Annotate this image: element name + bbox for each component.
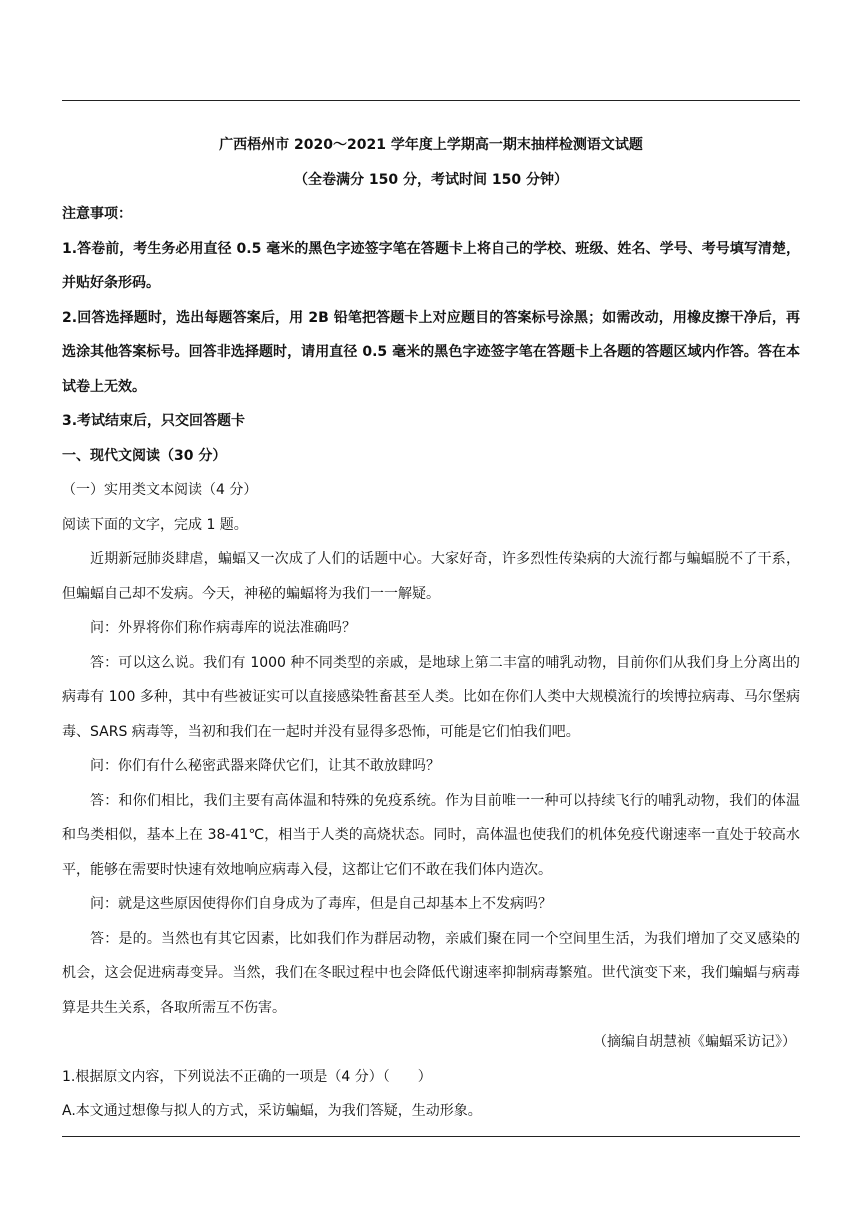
notice-item-1: 1.答卷前，考生务必用直径 0.5 毫米的黑色字迹签字笔在答题卡上将自己的学校、班级、姓名、学号、考号填写清楚，并贴好条形码。: [62, 240, 800, 291]
exam-title: 广西梧州市 2020～2021 学年度上学期高一期末抽样检测语文试题: [219, 137, 643, 153]
footer-rule: [62, 1136, 800, 1137]
sub-section-heading: （一）实用类文本阅读（4 分）: [62, 482, 258, 498]
interview-answer: 答：是的。当然也有其它因素，比如我们作为群居动物，亲戚们聚在同一个空间里生活，为我们增加了交叉感染的机会，这会促进病毒变异。当然，我们在冬眠过程中也会降低代谢速率抑制病毒繁殖。世代演变下来，我们蝙蝠与病毒算是共生关系，各取所需互不伤害。: [62, 930, 800, 1016]
section-heading: 一、现代文阅读（30 分）: [62, 447, 227, 464]
notice-item-3: 3.考试结束后，只交回答题卡: [62, 413, 246, 429]
header-rule: [62, 100, 800, 101]
interview-question: 问：外界将你们称作病毒库的说法准确吗？: [90, 620, 356, 636]
reading-instruction: 阅读下面的文字，完成 1 题。: [62, 516, 248, 533]
notice-item-2: 2.回答选择题时，选出每题答案后，用 2B 铅笔把答题卡上对应题目的答案标号涂黑；如需改动，用橡皮擦干净后，再选涂其他答案标号。回答非选择题时，请用直径 0.5 毫米的黑色字迹签字笔在答题卡上各题的答题区域内作答。答在本试卷上无效。: [62, 309, 800, 395]
interview-question: 问：你们有什么秘密武器来降伏它们，让其不敢放肆吗？: [90, 758, 440, 774]
notice-heading: 注意事项：: [62, 206, 132, 222]
interview-answer: 答：和你们相比，我们主要有高体温和特殊的免疫系统。作为目前唯一一种可以持续飞行的哺乳动物，我们的体温和鸟类相似，基本上在 38-41℃，相当于人类的高烧状态。同时，高体温也使我们的机体免疫代谢速率一直处于较高水平，能够在需要时快速有效地响应病毒入侵，这都让它们不敢在我们体内造次。: [62, 792, 800, 878]
question-stem: 1.根据原文内容，下列说法不正确的一项是（4 分）（ ）: [62, 1068, 432, 1085]
interview-question: 问：就是这些原因使得你们自身成为了毒库，但是自己却基本上不发病吗？: [90, 896, 552, 912]
article-paragraph: 近期新冠肺炎肆虐，蝙蝠又一次成了人们的话题中心。大家好奇，许多烈性传染病的大流行都与蝙蝠脱不了干系，但蝙蝠自己却不发病。今天，神秘的蝙蝠将为我们一一解疑。: [62, 551, 800, 602]
interview-answer: 答：可以这么说。我们有 1000 种不同类型的亲戚，是地球上第二丰富的哺乳动物，目前你们从我们身上分离出的病毒有 100 多种，其中有些被证实可以直接感染牲畜甚至人类。比如在你们人类中大规模流行的埃博拉病毒、马尔堡病毒、SARS 病毒等，当初和我们在一起时并没有显得多恐怖，可能是它们怕我们吧。: [62, 654, 800, 740]
article-source: （摘编自胡慧祯《蝙蝠采访记》）: [593, 1034, 796, 1050]
question-option-a: A.本文通过想像与拟人的方式，采访蝙蝠，为我们答疑，生动形象。: [62, 1103, 482, 1119]
exam-subtitle: （全卷满分 150 分，考试时间 150 分钟）: [294, 171, 568, 188]
exam-page-content: [62, 128, 800, 1129]
